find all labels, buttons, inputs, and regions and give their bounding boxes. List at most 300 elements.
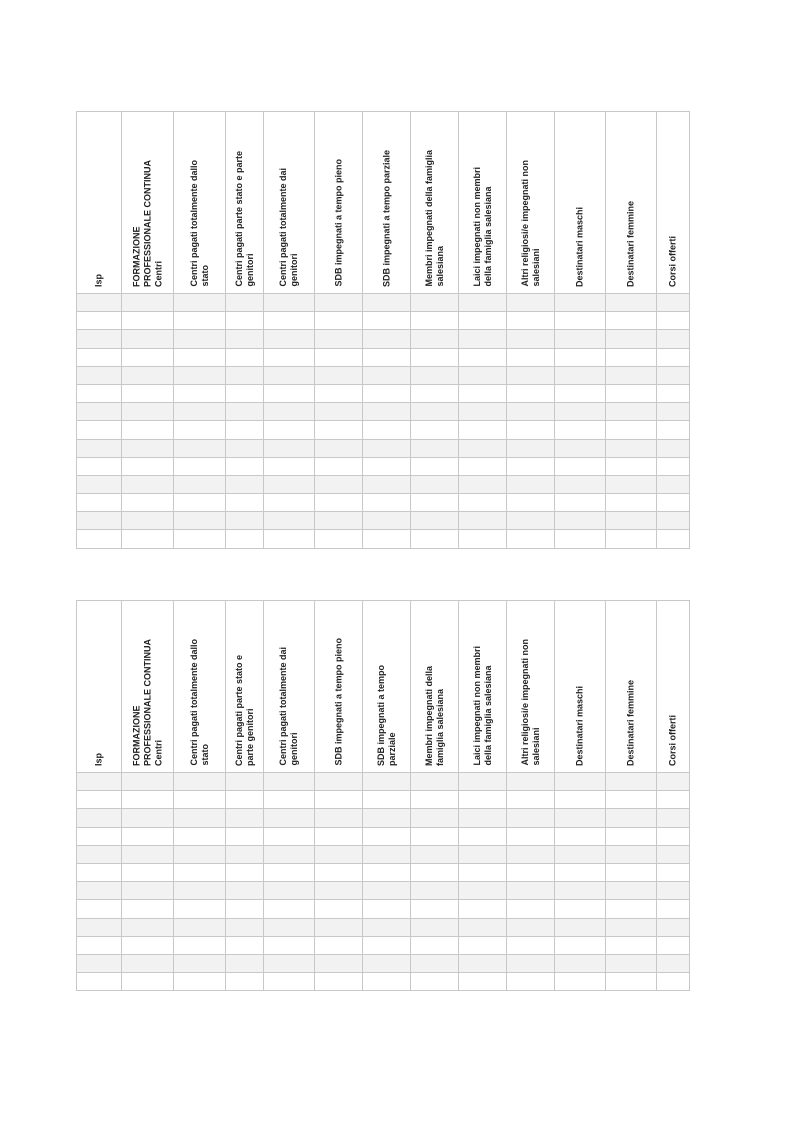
table-cell[interactable] (606, 936, 657, 954)
table-cell[interactable] (315, 882, 363, 900)
table-cell[interactable] (264, 530, 315, 548)
table-cell[interactable] (363, 494, 411, 512)
table-cell[interactable] (226, 773, 264, 791)
table-cell[interactable] (411, 512, 459, 530)
table-cell[interactable] (363, 773, 411, 791)
table-cell[interactable] (363, 530, 411, 548)
table-cell[interactable] (315, 791, 363, 809)
table-cell[interactable] (174, 421, 226, 439)
table-cell[interactable] (226, 954, 264, 972)
table-cell[interactable] (507, 439, 555, 457)
table-cell[interactable] (657, 973, 690, 991)
table-cell[interactable] (122, 421, 174, 439)
table-cell[interactable] (315, 973, 363, 991)
table-cell[interactable] (122, 330, 174, 348)
table-cell[interactable] (606, 900, 657, 918)
table-cell[interactable] (657, 936, 690, 954)
table-cell[interactable] (226, 294, 264, 312)
table-cell[interactable] (77, 954, 122, 972)
table-cell[interactable] (122, 366, 174, 384)
table-cell[interactable] (657, 809, 690, 827)
table-cell[interactable] (459, 791, 507, 809)
table-cell[interactable] (411, 900, 459, 918)
table-cell[interactable] (657, 475, 690, 493)
table-cell[interactable] (77, 348, 122, 366)
table-cell[interactable] (606, 494, 657, 512)
table-cell[interactable] (657, 366, 690, 384)
table-cell[interactable] (459, 954, 507, 972)
table-cell[interactable] (77, 809, 122, 827)
table-cell[interactable] (264, 294, 315, 312)
table-cell[interactable] (363, 936, 411, 954)
table-cell[interactable] (315, 475, 363, 493)
table-cell[interactable] (264, 384, 315, 402)
table-cell[interactable] (226, 366, 264, 384)
table-cell[interactable] (264, 348, 315, 366)
table-cell[interactable] (77, 512, 122, 530)
table-cell[interactable] (122, 512, 174, 530)
table-cell[interactable] (264, 366, 315, 384)
table-cell[interactable] (657, 918, 690, 936)
table-cell[interactable] (606, 773, 657, 791)
table-cell[interactable] (459, 530, 507, 548)
table-cell[interactable] (657, 312, 690, 330)
table-cell[interactable] (363, 845, 411, 863)
table-cell[interactable] (226, 863, 264, 881)
table-cell[interactable] (459, 918, 507, 936)
table-cell[interactable] (555, 294, 606, 312)
table-cell[interactable] (315, 421, 363, 439)
table-cell[interactable] (411, 403, 459, 421)
table-cell[interactable] (459, 439, 507, 457)
table-cell[interactable] (264, 882, 315, 900)
table-cell[interactable] (315, 403, 363, 421)
table-cell[interactable] (174, 845, 226, 863)
table-cell[interactable] (174, 457, 226, 475)
table-cell[interactable] (122, 294, 174, 312)
table-cell[interactable] (315, 954, 363, 972)
table-cell[interactable] (226, 384, 264, 402)
table-cell[interactable] (264, 330, 315, 348)
table-cell[interactable] (174, 294, 226, 312)
table-cell[interactable] (122, 439, 174, 457)
table-cell[interactable] (77, 494, 122, 512)
table-cell[interactable] (657, 330, 690, 348)
table-cell[interactable] (411, 827, 459, 845)
table-cell[interactable] (315, 457, 363, 475)
table-cell[interactable] (507, 530, 555, 548)
table-cell[interactable] (226, 494, 264, 512)
table-cell[interactable] (606, 439, 657, 457)
table-cell[interactable] (411, 882, 459, 900)
table-cell[interactable] (363, 882, 411, 900)
table-cell[interactable] (264, 512, 315, 530)
table-cell[interactable] (507, 918, 555, 936)
table-cell[interactable] (411, 312, 459, 330)
table-cell[interactable] (174, 809, 226, 827)
table-cell[interactable] (174, 791, 226, 809)
table-cell[interactable] (657, 457, 690, 475)
table-cell[interactable] (122, 475, 174, 493)
table-cell[interactable] (77, 384, 122, 402)
table-cell[interactable] (174, 384, 226, 402)
table-cell[interactable] (363, 348, 411, 366)
table-cell[interactable] (315, 530, 363, 548)
table-cell[interactable] (315, 312, 363, 330)
table-cell[interactable] (315, 773, 363, 791)
table-cell[interactable] (264, 845, 315, 863)
table-cell[interactable] (315, 439, 363, 457)
table-cell[interactable] (411, 457, 459, 475)
table-cell[interactable] (507, 827, 555, 845)
table-cell[interactable] (363, 475, 411, 493)
table-cell[interactable] (363, 421, 411, 439)
table-cell[interactable] (606, 421, 657, 439)
table-cell[interactable] (411, 439, 459, 457)
table-cell[interactable] (363, 512, 411, 530)
table-cell[interactable] (657, 439, 690, 457)
table-cell[interactable] (122, 954, 174, 972)
table-cell[interactable] (606, 512, 657, 530)
table-cell[interactable] (411, 809, 459, 827)
table-cell[interactable] (122, 936, 174, 954)
table-cell[interactable] (122, 809, 174, 827)
table-cell[interactable] (315, 512, 363, 530)
table-cell[interactable] (459, 882, 507, 900)
table-cell[interactable] (507, 475, 555, 493)
table-cell[interactable] (174, 773, 226, 791)
table-cell[interactable] (315, 330, 363, 348)
table-cell[interactable] (459, 421, 507, 439)
table-cell[interactable] (174, 475, 226, 493)
table-cell[interactable] (459, 312, 507, 330)
table-cell[interactable] (77, 439, 122, 457)
table-cell[interactable] (174, 403, 226, 421)
table-cell[interactable] (77, 403, 122, 421)
table-cell[interactable] (77, 863, 122, 881)
table-cell[interactable] (459, 809, 507, 827)
table-cell[interactable] (606, 845, 657, 863)
table-cell[interactable] (264, 421, 315, 439)
table-cell[interactable] (174, 827, 226, 845)
table-cell[interactable] (459, 366, 507, 384)
table-cell[interactable] (555, 512, 606, 530)
table-cell[interactable] (226, 827, 264, 845)
table-cell[interactable] (459, 773, 507, 791)
table-cell[interactable] (606, 294, 657, 312)
table-cell[interactable] (174, 439, 226, 457)
table-cell[interactable] (226, 845, 264, 863)
table-cell[interactable] (459, 512, 507, 530)
table-cell[interactable] (606, 530, 657, 548)
table-cell[interactable] (363, 457, 411, 475)
table-cell[interactable] (77, 366, 122, 384)
table-cell[interactable] (411, 475, 459, 493)
table-cell[interactable] (657, 900, 690, 918)
table-cell[interactable] (226, 457, 264, 475)
table-cell[interactable] (555, 954, 606, 972)
table-cell[interactable] (174, 330, 226, 348)
table-cell[interactable] (363, 791, 411, 809)
table-cell[interactable] (122, 918, 174, 936)
table-cell[interactable] (606, 973, 657, 991)
table-cell[interactable] (264, 809, 315, 827)
table-cell[interactable] (507, 366, 555, 384)
table-cell[interactable] (226, 936, 264, 954)
table-cell[interactable] (363, 403, 411, 421)
table-cell[interactable] (226, 348, 264, 366)
table-cell[interactable] (459, 827, 507, 845)
table-cell[interactable] (606, 366, 657, 384)
table-cell[interactable] (122, 773, 174, 791)
table-cell[interactable] (657, 494, 690, 512)
table-cell[interactable] (555, 936, 606, 954)
table-cell[interactable] (555, 421, 606, 439)
table-cell[interactable] (606, 475, 657, 493)
table-cell[interactable] (122, 403, 174, 421)
table-cell[interactable] (174, 973, 226, 991)
table-cell[interactable] (507, 973, 555, 991)
table-cell[interactable] (459, 494, 507, 512)
table-cell[interactable] (122, 312, 174, 330)
table-cell[interactable] (315, 845, 363, 863)
table-cell[interactable] (226, 330, 264, 348)
table-cell[interactable] (606, 457, 657, 475)
table-cell[interactable] (411, 330, 459, 348)
table-cell[interactable] (174, 936, 226, 954)
table-cell[interactable] (657, 512, 690, 530)
table-cell[interactable] (122, 863, 174, 881)
table-cell[interactable] (77, 530, 122, 548)
table-cell[interactable] (507, 882, 555, 900)
table-cell[interactable] (411, 863, 459, 881)
table-cell[interactable] (606, 827, 657, 845)
table-cell[interactable] (555, 366, 606, 384)
table-cell[interactable] (555, 403, 606, 421)
table-cell[interactable] (77, 330, 122, 348)
table-cell[interactable] (657, 348, 690, 366)
table-cell[interactable] (657, 530, 690, 548)
table-cell[interactable] (363, 827, 411, 845)
table-cell[interactable] (264, 954, 315, 972)
table-cell[interactable] (459, 403, 507, 421)
table-cell[interactable] (657, 384, 690, 402)
table-cell[interactable] (122, 494, 174, 512)
table-cell[interactable] (77, 312, 122, 330)
table-cell[interactable] (226, 439, 264, 457)
table-cell[interactable] (77, 475, 122, 493)
table-cell[interactable] (507, 494, 555, 512)
table-cell[interactable] (363, 973, 411, 991)
table-cell[interactable] (363, 330, 411, 348)
table-cell[interactable] (363, 294, 411, 312)
table-cell[interactable] (555, 773, 606, 791)
table-cell[interactable] (264, 494, 315, 512)
table-cell[interactable] (555, 348, 606, 366)
table-cell[interactable] (411, 348, 459, 366)
table-cell[interactable] (459, 863, 507, 881)
table-cell[interactable] (507, 954, 555, 972)
table-cell[interactable] (459, 348, 507, 366)
table-cell[interactable] (264, 936, 315, 954)
table-cell[interactable] (657, 954, 690, 972)
table-cell[interactable] (315, 366, 363, 384)
table-cell[interactable] (411, 494, 459, 512)
table-cell[interactable] (122, 882, 174, 900)
table-cell[interactable] (507, 421, 555, 439)
table-cell[interactable] (77, 294, 122, 312)
table-cell[interactable] (606, 384, 657, 402)
table-cell[interactable] (555, 330, 606, 348)
table-cell[interactable] (264, 457, 315, 475)
table-cell[interactable] (411, 954, 459, 972)
table-cell[interactable] (657, 791, 690, 809)
table-cell[interactable] (174, 348, 226, 366)
table-cell[interactable] (77, 421, 122, 439)
table-cell[interactable] (264, 973, 315, 991)
table-cell[interactable] (411, 294, 459, 312)
table-cell[interactable] (363, 384, 411, 402)
table-cell[interactable] (459, 475, 507, 493)
table-cell[interactable] (264, 312, 315, 330)
table-cell[interactable] (507, 809, 555, 827)
table-cell[interactable] (315, 900, 363, 918)
table-cell[interactable] (264, 918, 315, 936)
table-cell[interactable] (507, 403, 555, 421)
table-cell[interactable] (363, 863, 411, 881)
table-cell[interactable] (411, 973, 459, 991)
table-cell[interactable] (411, 773, 459, 791)
table-cell[interactable] (77, 845, 122, 863)
table-cell[interactable] (555, 791, 606, 809)
table-cell[interactable] (507, 773, 555, 791)
table-cell[interactable] (657, 863, 690, 881)
table-cell[interactable] (657, 403, 690, 421)
table-cell[interactable] (122, 384, 174, 402)
table-cell[interactable] (459, 973, 507, 991)
table-cell[interactable] (507, 294, 555, 312)
table-cell[interactable] (363, 439, 411, 457)
table-cell[interactable] (555, 845, 606, 863)
table-cell[interactable] (507, 900, 555, 918)
table-cell[interactable] (363, 918, 411, 936)
table-cell[interactable] (264, 863, 315, 881)
table-cell[interactable] (363, 366, 411, 384)
table-cell[interactable] (459, 900, 507, 918)
table-cell[interactable] (77, 457, 122, 475)
table-cell[interactable] (122, 973, 174, 991)
table-cell[interactable] (507, 384, 555, 402)
table-cell[interactable] (77, 773, 122, 791)
table-cell[interactable] (606, 918, 657, 936)
table-cell[interactable] (315, 348, 363, 366)
table-cell[interactable] (226, 791, 264, 809)
table-cell[interactable] (77, 973, 122, 991)
table-cell[interactable] (606, 348, 657, 366)
table-cell[interactable] (226, 512, 264, 530)
table-cell[interactable] (657, 845, 690, 863)
table-cell[interactable] (226, 475, 264, 493)
table-cell[interactable] (315, 294, 363, 312)
table-cell[interactable] (555, 475, 606, 493)
table-cell[interactable] (459, 457, 507, 475)
table-cell[interactable] (122, 457, 174, 475)
table-cell[interactable] (174, 494, 226, 512)
table-cell[interactable] (77, 900, 122, 918)
table-cell[interactable] (315, 809, 363, 827)
table-cell[interactable] (555, 809, 606, 827)
table-cell[interactable] (77, 918, 122, 936)
table-cell[interactable] (226, 421, 264, 439)
table-cell[interactable] (264, 900, 315, 918)
table-cell[interactable] (226, 900, 264, 918)
table-cell[interactable] (264, 791, 315, 809)
table-cell[interactable] (555, 900, 606, 918)
table-cell[interactable] (226, 312, 264, 330)
table-cell[interactable] (363, 900, 411, 918)
table-cell[interactable] (459, 330, 507, 348)
table-cell[interactable] (122, 827, 174, 845)
table-cell[interactable] (174, 882, 226, 900)
table-cell[interactable] (315, 863, 363, 881)
table-cell[interactable] (363, 809, 411, 827)
table-cell[interactable] (459, 845, 507, 863)
table-cell[interactable] (264, 403, 315, 421)
table-cell[interactable] (174, 530, 226, 548)
table-cell[interactable] (657, 294, 690, 312)
table-cell[interactable] (555, 530, 606, 548)
table-cell[interactable] (363, 312, 411, 330)
table-cell[interactable] (411, 421, 459, 439)
table-cell[interactable] (226, 530, 264, 548)
table-cell[interactable] (507, 512, 555, 530)
table-cell[interactable] (174, 512, 226, 530)
table-cell[interactable] (122, 900, 174, 918)
table-cell[interactable] (657, 421, 690, 439)
table-cell[interactable] (174, 900, 226, 918)
table-cell[interactable] (606, 882, 657, 900)
table-cell[interactable] (507, 791, 555, 809)
table-cell[interactable] (174, 918, 226, 936)
table-cell[interactable] (507, 348, 555, 366)
table-cell[interactable] (606, 863, 657, 881)
table-cell[interactable] (226, 973, 264, 991)
table-cell[interactable] (507, 457, 555, 475)
table-cell[interactable] (555, 494, 606, 512)
table-cell[interactable] (174, 366, 226, 384)
table-cell[interactable] (315, 936, 363, 954)
table-cell[interactable] (315, 384, 363, 402)
table-cell[interactable] (507, 863, 555, 881)
table-cell[interactable] (174, 312, 226, 330)
table-cell[interactable] (122, 530, 174, 548)
table-cell[interactable] (122, 791, 174, 809)
table-cell[interactable] (606, 791, 657, 809)
table-cell[interactable] (264, 439, 315, 457)
table-cell[interactable] (411, 791, 459, 809)
table-cell[interactable] (411, 918, 459, 936)
table-cell[interactable] (411, 366, 459, 384)
table-cell[interactable] (555, 457, 606, 475)
table-cell[interactable] (657, 773, 690, 791)
table-cell[interactable] (555, 312, 606, 330)
table-cell[interactable] (122, 348, 174, 366)
table-cell[interactable] (174, 863, 226, 881)
table-cell[interactable] (122, 845, 174, 863)
table-cell[interactable] (226, 882, 264, 900)
table-cell[interactable] (459, 384, 507, 402)
table-cell[interactable] (507, 312, 555, 330)
